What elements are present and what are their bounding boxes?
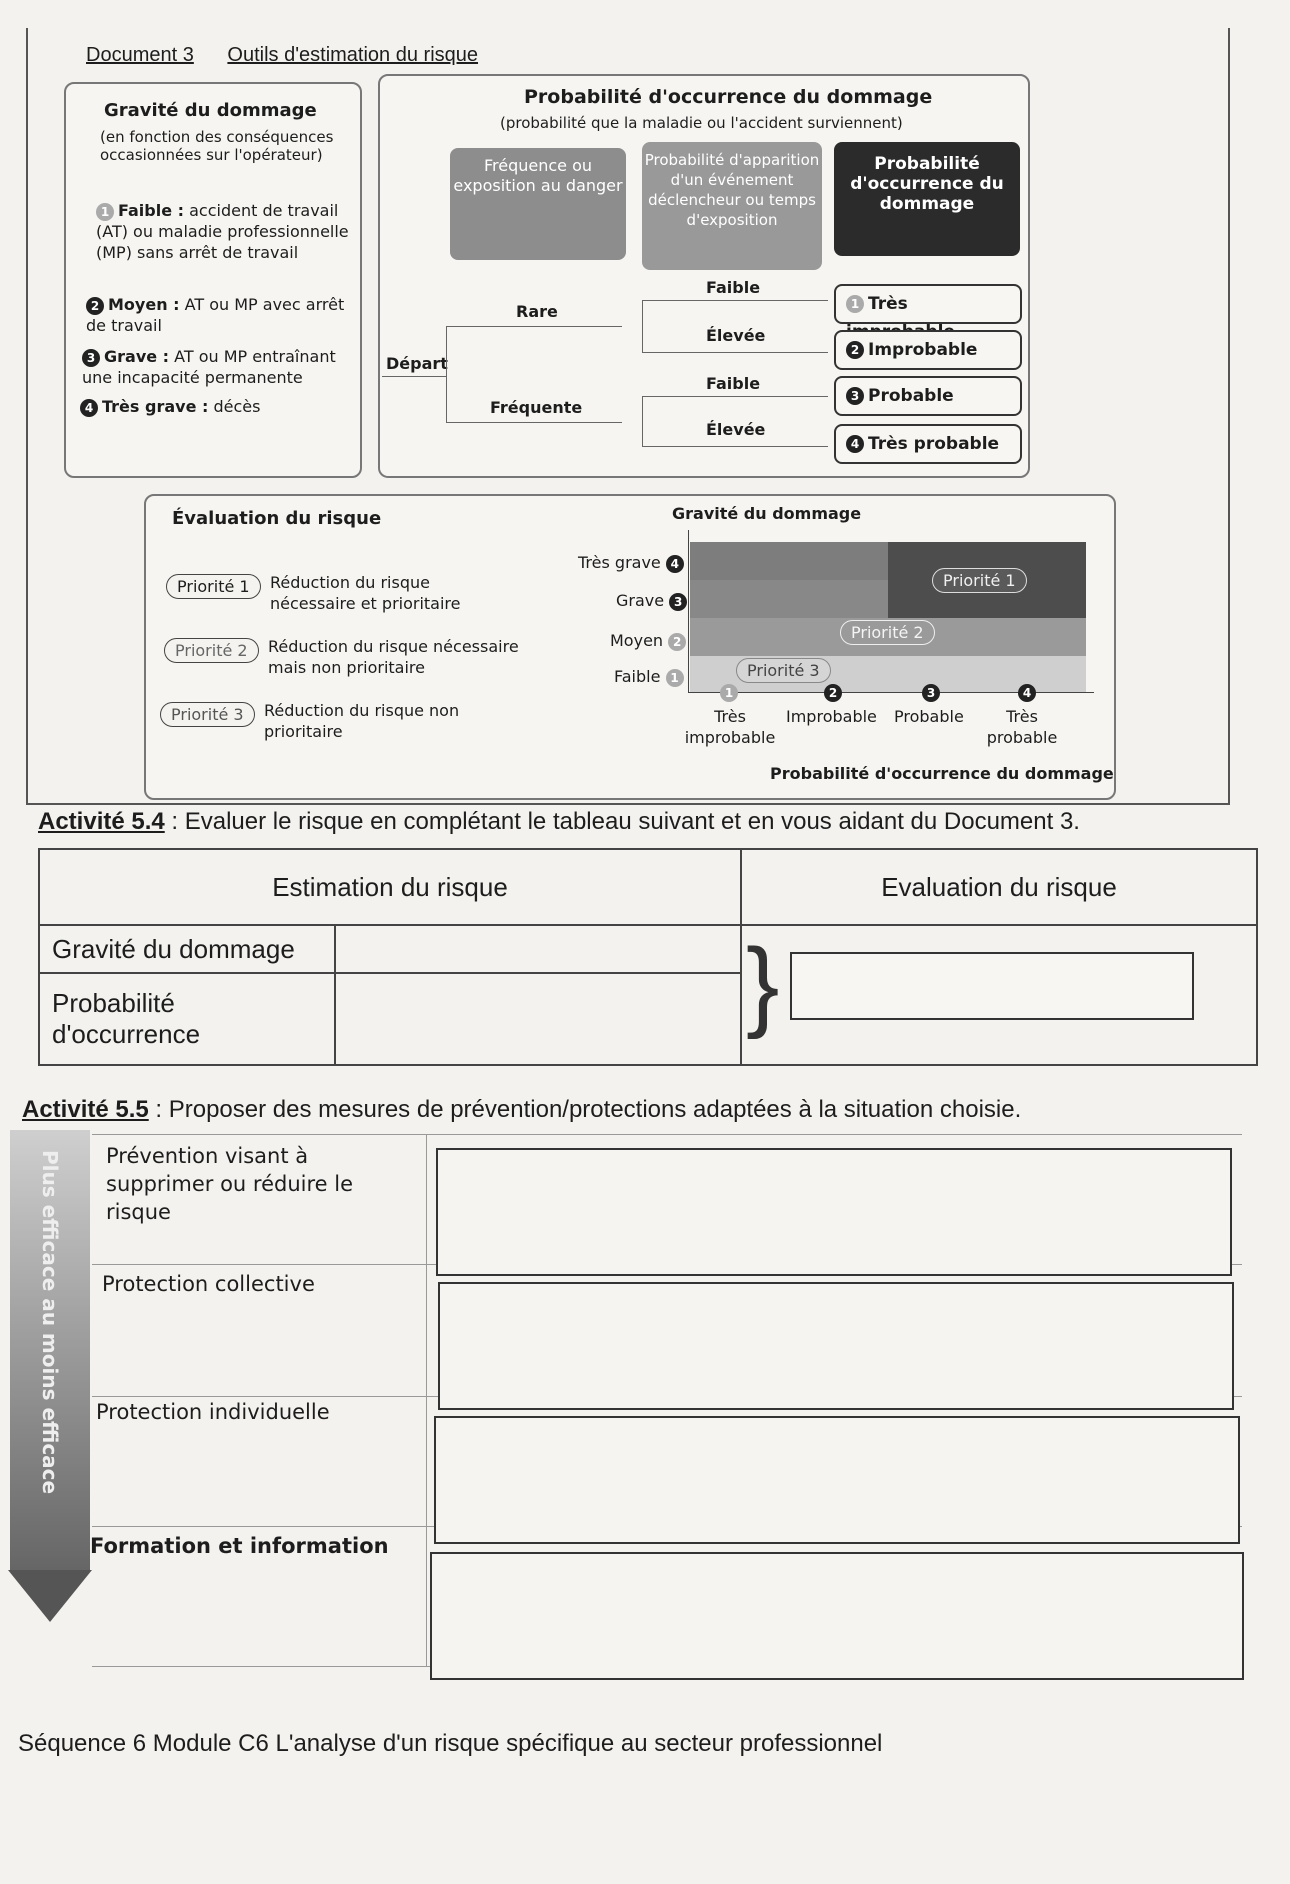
matrix-x-title: Probabilité d'occurrence du dommage: [770, 764, 1114, 783]
result-1-label: Très: [868, 294, 908, 314]
col-occurrence: Probabilité d'occurrence du dommage: [834, 142, 1020, 256]
depart-label: Départ: [386, 354, 448, 373]
faible-1-arrow: [642, 300, 828, 301]
x-num-3-icon: 3: [922, 684, 940, 702]
gravite-item-4-bold: Très grave :: [102, 397, 209, 416]
estimation-table: [38, 848, 1258, 1066]
prevention-row-label: Prévention visant à supprimer ou réduire le risque: [106, 1144, 353, 1224]
document-label: Document 3: [86, 44, 194, 66]
depart-arrow: [382, 376, 446, 377]
gravite-item-3-bold: Grave :: [104, 347, 170, 366]
frequente-label: Fréquente: [490, 398, 583, 417]
num-2-icon: 2: [846, 341, 864, 359]
num-3-icon: 3: [669, 593, 687, 611]
probabilite-heading: Probabilité d'occurrence du dommage: [524, 86, 933, 108]
priority-1-text: Réduction du risque nécessaire et prioritaire: [270, 573, 461, 613]
x-num-4-icon: 4: [1018, 684, 1036, 702]
num-1-icon: 1: [846, 295, 864, 313]
num-3-icon: 3: [846, 387, 864, 405]
evaluation-answer-box[interactable]: [790, 952, 1194, 1020]
faible-1-label: Faible: [706, 278, 761, 297]
elevee-1-label: Élevée: [706, 326, 766, 345]
col-frequence: Fréquence ou exposition au danger: [450, 148, 626, 260]
x-label-tres-probable: Très probable: [986, 707, 1058, 747]
gravite-item-1-text: accident de travail (AT) ou maladie professionnelle (MP) sans arrêt de travail: [96, 201, 349, 262]
evaluation-heading: Évaluation du risque: [172, 508, 382, 529]
x-label-improbable: Improbable: [786, 707, 877, 726]
probabilite-answer-cell[interactable]: [335, 973, 741, 1065]
document-heading: Outils d'estimation du risque: [227, 44, 479, 66]
gravite-item-3-text: AT ou MP entraînant une incapacité permanente: [82, 347, 336, 387]
result-2-label: Improbable: [868, 340, 978, 360]
page-footer: Séquence 6 Module C6 L'analyse d'un risque spécifique au secteur professionnel: [18, 1730, 883, 1757]
faible-2-label: Faible: [706, 374, 761, 393]
y-label-2-text: Moyen: [610, 631, 664, 650]
matrix-priority-3: Priorité 3: [736, 658, 831, 683]
y-label-3-text: Grave: [616, 591, 665, 610]
document-title: [86, 44, 506, 67]
protection-individuelle-label: Protection individuelle: [96, 1400, 330, 1424]
col-evaluation-header: Evaluation du risque: [741, 849, 1257, 925]
result-probable: [834, 376, 1022, 416]
protection-individuelle-answer-box[interactable]: [434, 1416, 1240, 1544]
col-estimation-header: Estimation du risque: [39, 849, 741, 925]
result-tres-probable: [834, 424, 1022, 464]
result-4-label: Très probable: [868, 434, 1000, 454]
gravite-item-1: [96, 200, 354, 263]
priority-3-text: Réduction du risque non prioritaire: [264, 701, 460, 741]
activite-5-4-label: Activité 5.4: [38, 808, 165, 835]
y-label-moyen: [610, 630, 690, 651]
protection-collective-answer-box[interactable]: [438, 1282, 1234, 1410]
gravite-item-2-bold: Moyen :: [108, 295, 180, 314]
activite-5-4: [38, 808, 1080, 836]
x-label-probable: Probable: [894, 707, 964, 726]
faible-2-arrow: [642, 396, 828, 397]
evaluation-answer-cell: [741, 925, 1257, 1065]
gravite-item-4-text: décès: [213, 397, 261, 416]
frequente-branch: [642, 396, 643, 446]
num-4-icon: 4: [666, 555, 684, 573]
result-tres-improbable: [834, 284, 1022, 324]
probabilite-box: [378, 74, 1030, 478]
depart-branch: [446, 326, 447, 422]
brace-icon: }: [746, 928, 780, 1040]
row-divider: [92, 1134, 1242, 1135]
elevee-2-label: Élevée: [706, 420, 766, 439]
x-num-2-icon: 2: [824, 684, 842, 702]
gravite-item-2-text: AT ou MP avec arrêt de travail: [86, 295, 345, 335]
elevee-1-arrow: [642, 352, 828, 353]
probabilite-sub: (probabilité que la maladie ou l'accident surviennent): [500, 114, 903, 132]
protection-collective-label: Protection collective: [102, 1272, 315, 1296]
prevention-answer-box[interactable]: [436, 1148, 1232, 1276]
efficacy-arrow: [8, 1130, 92, 1630]
rare-arrow: [446, 326, 622, 327]
activite-5-4-text: : Evaluer le risque en complétant le tableau suivant et en vous aidant du Document 3.: [164, 808, 1080, 835]
priority-2-pill: Priorité 2: [164, 638, 259, 663]
col-divider: [426, 1134, 427, 1666]
y-label-tres-grave: [578, 552, 688, 573]
evaluation-box: [144, 494, 1116, 800]
num-3-icon: 3: [82, 349, 100, 367]
y-label-4-text: Très grave: [578, 553, 661, 572]
gravite-heading: Gravité du dommage: [104, 100, 317, 121]
num-1-icon: 1: [666, 669, 684, 687]
activite-5-5: [22, 1096, 1021, 1124]
activite-5-5-text: : Proposer des mesures de prévention/protections adaptées à la situation choisie.: [148, 1096, 1022, 1123]
efficacy-arrow-label: Plus efficace au moins efficace: [38, 1150, 62, 1495]
row-probabilite-label: Probabilité d'occurrence: [39, 973, 335, 1065]
matrix-y-title: Gravité du dommage: [672, 504, 862, 523]
gravite-item-4: [80, 396, 342, 417]
rare-branch: [642, 300, 643, 352]
y-label-faible: [614, 666, 688, 687]
num-1-icon: 1: [96, 203, 114, 221]
gravite-box: [64, 82, 362, 478]
gravite-sub: (en fonction des conséquences occasionnées sur l'opérateur): [100, 128, 334, 164]
y-label-grave: [616, 590, 691, 611]
matrix-y-axis: [688, 530, 689, 692]
num-4-icon: 4: [846, 435, 864, 453]
frequente-arrow: [446, 422, 622, 423]
result-improbable: [834, 330, 1022, 370]
matrix-priority-1: Priorité 1: [932, 568, 1027, 593]
gravite-item-2: [86, 294, 348, 336]
num-2-icon: 2: [86, 297, 104, 315]
gravite-answer-cell[interactable]: [335, 925, 741, 973]
priority-1-pill: Priorité 1: [166, 574, 261, 599]
gravite-item-3: [82, 346, 344, 388]
formation-answer-box[interactable]: [430, 1552, 1244, 1680]
num-2-icon: 2: [668, 633, 686, 651]
num-4-icon: 4: [80, 399, 98, 417]
priority-3-pill: Priorité 3: [160, 702, 255, 727]
x-num-1-icon: 1: [720, 684, 738, 702]
y-label-1-text: Faible: [614, 667, 661, 686]
activite-5-5-label: Activité 5.5: [22, 1096, 149, 1123]
rare-label: Rare: [516, 302, 558, 321]
elevee-2-arrow: [642, 446, 828, 447]
row-gravite-label: Gravité du dommage: [39, 925, 335, 973]
result-3-label: Probable: [868, 386, 954, 406]
cell-priority-2-mid: [690, 580, 888, 618]
col-apparition: Probabilité d'apparition d'un événement déclencheur ou temps d'exposition: [642, 142, 822, 270]
gravite-item-1-bold: Faible :: [118, 201, 185, 220]
x-label-tres-improbable: Très improbable: [684, 707, 776, 747]
priority-2-text: Réduction du risque nécessaire mais non prioritaire: [268, 637, 519, 677]
cell-priority-2-top-left: [690, 542, 888, 580]
matrix-priority-2: Priorité 2: [840, 620, 935, 645]
formation-information-label: Formation et information: [90, 1534, 389, 1558]
